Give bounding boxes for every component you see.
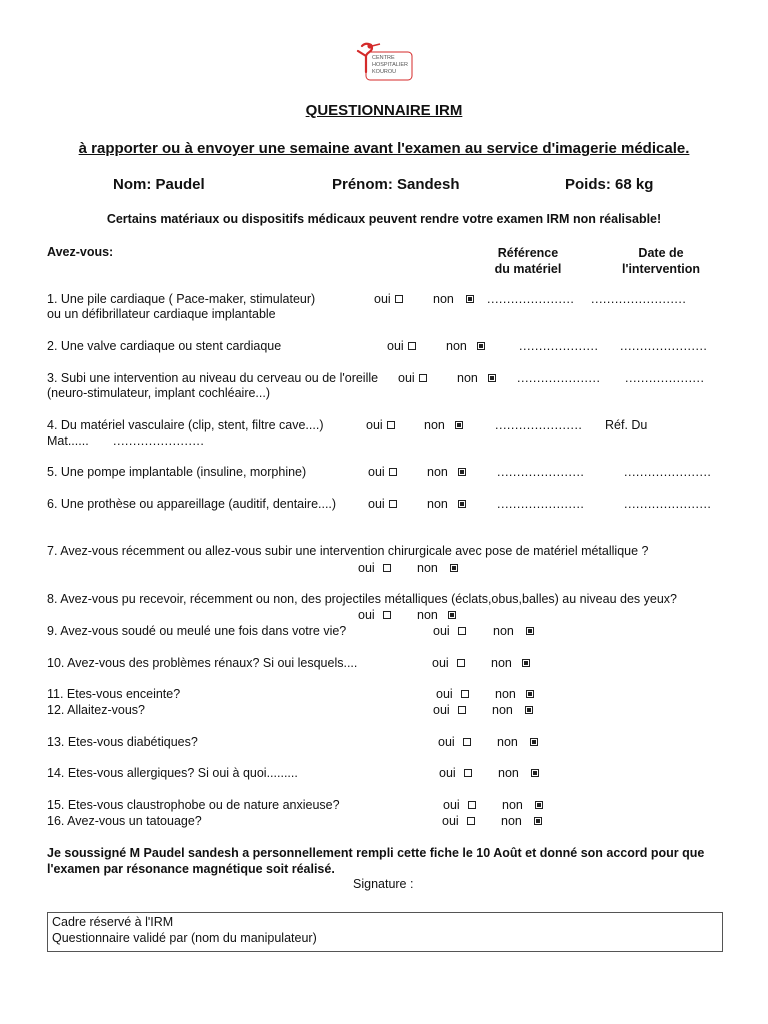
question-11-non[interactable] — [495, 687, 534, 701]
patient-nom: Nom: Paudel — [113, 176, 205, 193]
question-10-oui[interactable] — [432, 656, 465, 670]
reference-header-l2: du matériel — [494, 262, 562, 276]
oui-label: oui — [442, 814, 459, 828]
question-4-text2: Mat...... — [47, 434, 89, 448]
question-12-text: 12. Allaitez-vous? — [47, 703, 145, 717]
checkbox-oui[interactable] — [464, 769, 472, 777]
checkbox-non-checked[interactable] — [448, 611, 456, 619]
question-16-oui[interactable] — [442, 814, 475, 828]
patient-prenom: Prénom: Sandesh — [332, 176, 460, 193]
non-label: non — [417, 561, 438, 575]
logo-text-1: CENTRE — [372, 55, 395, 61]
oui-label: oui — [443, 798, 460, 812]
reference-header-l1: Référence — [497, 246, 559, 260]
oui-label: oui — [436, 687, 453, 701]
checkbox-non-checked[interactable] — [458, 468, 466, 476]
checkbox-oui[interactable] — [389, 500, 397, 508]
irm-reserved-box — [47, 912, 723, 952]
checkbox-oui[interactable] — [461, 690, 469, 698]
non-label: non — [427, 465, 448, 479]
checkbox-non-checked[interactable] — [525, 706, 533, 714]
checkbox-oui[interactable] — [383, 611, 391, 619]
question-1-text2: ou un défibrillateur cardiaque implantable — [47, 307, 276, 321]
checkbox-non-checked[interactable] — [455, 421, 463, 429]
checkbox-oui[interactable] — [468, 801, 476, 809]
question-13-text: 13. Etes-vous diabétiques? — [47, 735, 198, 749]
question-4-oui[interactable] — [366, 418, 395, 432]
checkbox-oui[interactable] — [389, 468, 397, 476]
checkbox-non-checked[interactable] — [458, 500, 466, 508]
question-2-oui[interactable] — [387, 339, 416, 353]
date-header — [611, 245, 711, 277]
question-5-ref: ...................... — [497, 465, 585, 479]
question-16-text: 16. Avez-vous un tatouage? — [47, 814, 202, 828]
question-2-text: 2. Une valve cardiaque ou stent cardiaque — [47, 339, 282, 353]
question-12-oui[interactable] — [433, 703, 466, 717]
checkbox-oui[interactable] — [408, 342, 416, 350]
oui-label: oui — [439, 766, 456, 780]
checkbox-non-checked[interactable] — [530, 738, 538, 746]
logo-text-3: KOUROU — [372, 69, 397, 75]
non-label: non — [498, 766, 519, 780]
question-1-ref: ...................... — [487, 292, 575, 306]
question-13-non[interactable] — [497, 735, 538, 749]
question-14-oui[interactable] — [439, 766, 472, 780]
non-label: non — [457, 371, 478, 385]
date-header-l2: l'intervention — [622, 262, 700, 276]
question-4-text: 4. Du matériel vasculaire (clip, stent, filtre cave....) — [47, 418, 324, 432]
oui-label: oui — [398, 371, 415, 385]
oui-label: oui — [368, 497, 385, 511]
oui-label: oui — [358, 561, 375, 575]
checkbox-oui[interactable] — [383, 564, 391, 572]
avez-vous-label: Avez-vous: — [47, 245, 114, 259]
checkbox-oui[interactable] — [395, 295, 403, 303]
date-header-l1: Date de — [638, 246, 684, 260]
checkbox-non-checked[interactable] — [522, 659, 530, 667]
checkbox-oui[interactable] — [457, 659, 465, 667]
oui-label: oui — [432, 656, 449, 670]
question-7-oui[interactable] — [358, 561, 391, 575]
checkbox-non-checked[interactable] — [450, 564, 458, 572]
question-8-oui[interactable] — [358, 608, 391, 622]
checkbox-oui[interactable] — [458, 706, 466, 714]
logo-text-2: HOSPITALIER — [372, 62, 408, 68]
question-9-oui[interactable] — [433, 624, 466, 638]
question-11-text: 11. Etes-vous enceinte? — [47, 687, 181, 701]
checkbox-non-checked[interactable] — [526, 690, 534, 698]
question-4-date: Réf. Du — [605, 418, 648, 432]
hospital-logo — [352, 42, 416, 82]
checkbox-oui[interactable] — [419, 374, 427, 382]
oui-label: oui — [433, 624, 450, 638]
non-label: non — [417, 608, 438, 622]
question-2-ref: .................... — [519, 339, 599, 353]
question-6-date: ...................... — [624, 497, 712, 511]
question-4-non[interactable] — [424, 418, 463, 432]
non-label: non — [493, 624, 514, 638]
question-3-ref: ..................... — [517, 371, 601, 385]
page-title: QUESTIONNAIRE IRM — [305, 102, 463, 119]
oui-label: oui — [366, 418, 383, 432]
question-14-text: 14. Etes-vous allergiques? Si oui à quoi......... — [47, 766, 298, 780]
question-3-text2: (neuro-stimulateur, implant cochléaire...) — [47, 386, 271, 400]
question-6-ref: ...................... — [497, 497, 585, 511]
question-2-date: ...................... — [620, 339, 708, 353]
non-label: non — [424, 418, 445, 432]
question-6-non[interactable] — [427, 497, 466, 511]
question-10-non[interactable] — [491, 656, 530, 670]
question-15-non[interactable] — [502, 798, 543, 812]
signature-label: Signature : — [353, 877, 414, 891]
question-13-oui[interactable] — [438, 735, 471, 749]
oui-label: oui — [358, 608, 375, 622]
non-label: non — [427, 497, 448, 511]
question-3-non[interactable] — [457, 371, 496, 385]
checkbox-oui[interactable] — [387, 421, 395, 429]
question-5-text: 5. Une pompe implantable (insuline, morphine) — [47, 465, 307, 479]
checkbox-non-checked[interactable] — [477, 342, 485, 350]
irm-reserved-label: Cadre réservé à l'IRM — [52, 915, 174, 929]
question-15-oui[interactable] — [443, 798, 476, 812]
question-8-text: 8. Avez-vous pu recevoir, récemment ou non, des projectiles métalliques (éclats,obus,balles) au niveau des yeux? — [47, 592, 677, 606]
oui-label: oui — [374, 292, 391, 306]
question-15-text: 15. Etes-vous claustrophobe ou de nature anxieuse? — [47, 798, 340, 812]
checkbox-non-checked[interactable] — [531, 769, 539, 777]
question-5-non[interactable] — [427, 465, 466, 479]
question-3-oui[interactable] — [398, 371, 427, 385]
non-label: non — [501, 814, 522, 828]
oui-label: oui — [438, 735, 455, 749]
checkbox-non-checked[interactable] — [534, 817, 542, 825]
question-6-text: 6. Une prothèse ou appareillage (auditif, dentaire....) — [47, 497, 337, 511]
question-9-non[interactable] — [493, 624, 534, 638]
question-16-non[interactable] — [501, 814, 542, 828]
non-label: non — [492, 703, 513, 717]
checkbox-oui[interactable] — [463, 738, 471, 746]
checkbox-non-checked[interactable] — [466, 295, 474, 303]
question-9-text: 9. Avez-vous soudé ou meulé une fois dans votre vie? — [47, 624, 347, 638]
question-2-non[interactable] — [446, 339, 485, 353]
oui-label: oui — [368, 465, 385, 479]
question-1-date: ........................ — [591, 292, 687, 306]
oui-label: oui — [433, 703, 450, 717]
checkbox-non-checked[interactable] — [488, 374, 496, 382]
question-3-text: 3. Subi une intervention au niveau du cerveau ou de l'oreille — [47, 371, 379, 385]
patient-poids: Poids: 68 kg — [565, 176, 654, 193]
question-11-oui[interactable] — [436, 687, 469, 701]
question-4-ref: ...................... — [495, 418, 583, 432]
question-5-date: ...................... — [624, 465, 712, 479]
oui-label: oui — [387, 339, 404, 353]
non-label: non — [502, 798, 523, 812]
question-8-non[interactable] — [417, 608, 456, 622]
question-10-text: 10. Avez-vous des problèmes rénaux? Si oui lesquels.... — [47, 656, 358, 670]
non-label: non — [446, 339, 467, 353]
question-5-oui[interactable] — [368, 465, 397, 479]
declaration-line-2: l'examen par résonance magnétique soit réalisé. — [47, 862, 335, 876]
question-7-non[interactable] — [417, 561, 458, 575]
declaration-line-1: Je soussigné M Paudel sandesh a personnellement rempli cette fiche le 10 Août et donné son accord pour que — [47, 846, 705, 860]
checkbox-oui[interactable] — [458, 627, 466, 635]
checkbox-non-checked[interactable] — [526, 627, 534, 635]
question-4-extra: ....................... — [113, 434, 205, 448]
question-1-text: 1. Une pile cardiaque ( Pace-maker, stimulateur) — [47, 292, 316, 306]
non-label: non — [433, 292, 454, 306]
question-7-text: 7. Avez-vous récemment ou allez-vous subir une intervention chirurgicale avec pose de matériel métallique ? — [47, 544, 649, 558]
non-label: non — [497, 735, 518, 749]
page-subtitle: à rapporter ou à envoyer une semaine avant l'examen au service d'imagerie médicale. — [78, 140, 690, 157]
validated-by-label: Questionnaire validé par (nom du manipulateur) — [52, 931, 317, 945]
question-1-oui[interactable] — [374, 292, 403, 306]
question-3-date: .................... — [625, 371, 705, 385]
non-label: non — [491, 656, 512, 670]
question-1-non[interactable] — [433, 292, 474, 306]
reference-header — [478, 245, 578, 277]
checkbox-oui[interactable] — [467, 817, 475, 825]
question-14-non[interactable] — [498, 766, 539, 780]
non-label: non — [495, 687, 516, 701]
question-12-non[interactable] — [492, 703, 533, 717]
checkbox-non-checked[interactable] — [535, 801, 543, 809]
warning-text: Certains matériaux ou dispositifs médicaux peuvent rendre votre examen IRM non réalisable! — [106, 212, 662, 226]
question-6-oui[interactable] — [368, 497, 397, 511]
